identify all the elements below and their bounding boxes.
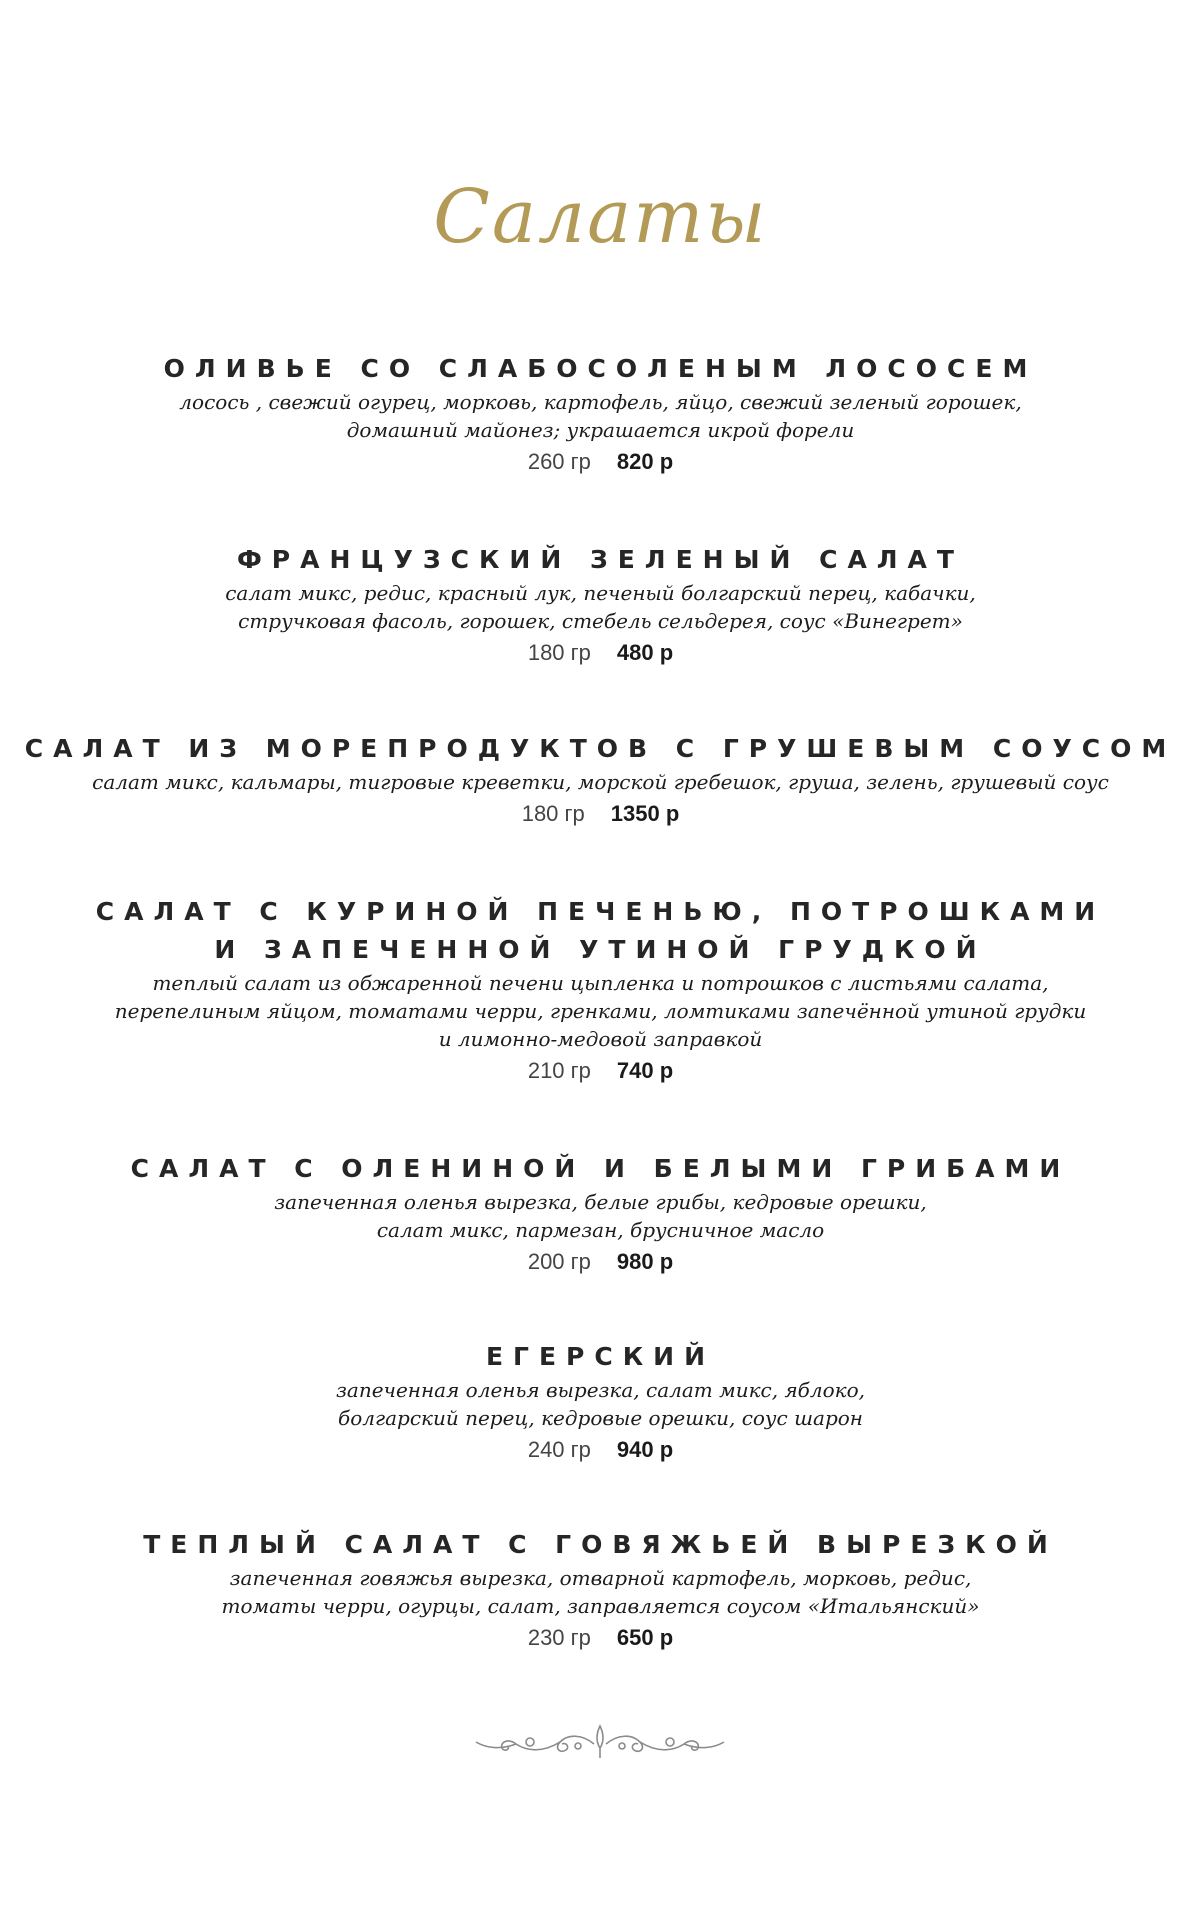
dish-price: 1350 р <box>610 801 680 826</box>
dish-price: 740 р <box>616 1058 674 1083</box>
dish-description: запеченная оленья вырезка, белые грибы, кедровые орешки, <box>274 1190 927 1214</box>
dish-name: САЛАТ С КУРИНОЙ ПЕЧЕНЬЮ, ПОТРОШКАМИ <box>95 897 1106 926</box>
dish-price: 980 р <box>616 1249 674 1274</box>
dish-item <box>0 350 1201 478</box>
dish-weight: 210 гр <box>527 1058 591 1083</box>
page-title: Салаты <box>433 174 768 260</box>
dish-description: томаты черри, огурцы, салат, заправляется соусом «Итальянский» <box>221 1594 980 1618</box>
dish-description: теплый салат из обжаренной печени цыпленка и потрошков с листьями салата, <box>152 971 1049 995</box>
dish-name: САЛАТ С ОЛЕНИНОЙ И БЕЛЫМИ ГРИБАМИ <box>130 1154 1071 1183</box>
dish-description: салат микс, редис, красный лук, печеный болгарский перец, кабачки, <box>225 581 976 605</box>
dish-item <box>0 1338 1201 1466</box>
ornament-divider-icon <box>470 1722 730 1762</box>
dish-item <box>0 1150 1201 1278</box>
dish-weight: 180 гр <box>521 801 585 826</box>
dish-description: и лимонно-медовой заправкой <box>438 1027 763 1051</box>
dish-name: И ЗАПЕЧЕННОЙ УТИНОЙ ГРУДКОЙ <box>214 935 987 964</box>
dish-price: 940 р <box>616 1437 674 1462</box>
dish-price: 820 р <box>616 449 674 474</box>
dish-item <box>0 541 1201 669</box>
dish-description: перепелиным яйцом, томатами черри, гренками, ломтиками запечённой утиной грудки <box>114 999 1087 1023</box>
dish-price: 650 р <box>616 1625 674 1650</box>
dish-meta <box>0 798 1201 830</box>
dish-name: САЛАТ ИЗ МОРЕПРОДУКТОВ С ГРУШЕВЫМ СОУСОМ <box>24 734 1177 763</box>
dish-name: ТЕПЛЫЙ САЛАТ С ГОВЯЖЬЕЙ ВЫРЕЗКОЙ <box>143 1530 1058 1559</box>
dish-item <box>0 893 1201 1087</box>
dish-description: салат микс, кальмары, тигровые креветки, морской гребешок, груша, зелень, грушевый соус <box>92 770 1109 794</box>
dish-weight: 240 гр <box>527 1437 591 1462</box>
dish-description: болгарский перец, кедровые орешки, соус шарон <box>338 1406 863 1430</box>
dish-meta <box>0 446 1201 478</box>
dish-name: ОЛИВЬЕ СО СЛАБОСОЛЕНЫМ ЛОСОСЕМ <box>163 354 1038 383</box>
dish-weight: 230 гр <box>527 1625 591 1650</box>
dish-weight: 260 гр <box>527 449 591 474</box>
dish-description: салат микс, пармезан, брусничное масло <box>376 1218 825 1242</box>
dish-description: стручковая фасоль, горошек, стебель сельдерея, соус «Винегрет» <box>238 609 963 633</box>
dish-description: запеченная говяжья вырезка, отварной картофель, морковь, редис, <box>229 1566 972 1590</box>
dish-item <box>0 730 1201 830</box>
dish-meta <box>0 637 1201 669</box>
dish-name: ФРАНЦУЗСКИЙ ЗЕЛЕНЫЙ САЛАТ <box>237 545 964 574</box>
dish-item <box>0 1526 1201 1654</box>
dish-price: 480 р <box>616 640 674 665</box>
dish-meta <box>0 1246 1201 1278</box>
dish-description: лосось , свежий огурец, морковь, картофель, яйцо, свежий зеленый горошек, <box>179 390 1022 414</box>
dish-meta <box>0 1434 1201 1466</box>
dish-meta <box>0 1055 1201 1087</box>
dish-name: ЕГЕРСКИЙ <box>485 1342 716 1371</box>
dish-weight: 180 гр <box>527 640 591 665</box>
dish-meta <box>0 1622 1201 1654</box>
dish-description: домашний майонез; украшается икрой форели <box>346 418 855 442</box>
dish-weight: 200 гр <box>527 1249 591 1274</box>
dish-description: запеченная оленья вырезка, салат микс, яблоко, <box>335 1378 866 1402</box>
